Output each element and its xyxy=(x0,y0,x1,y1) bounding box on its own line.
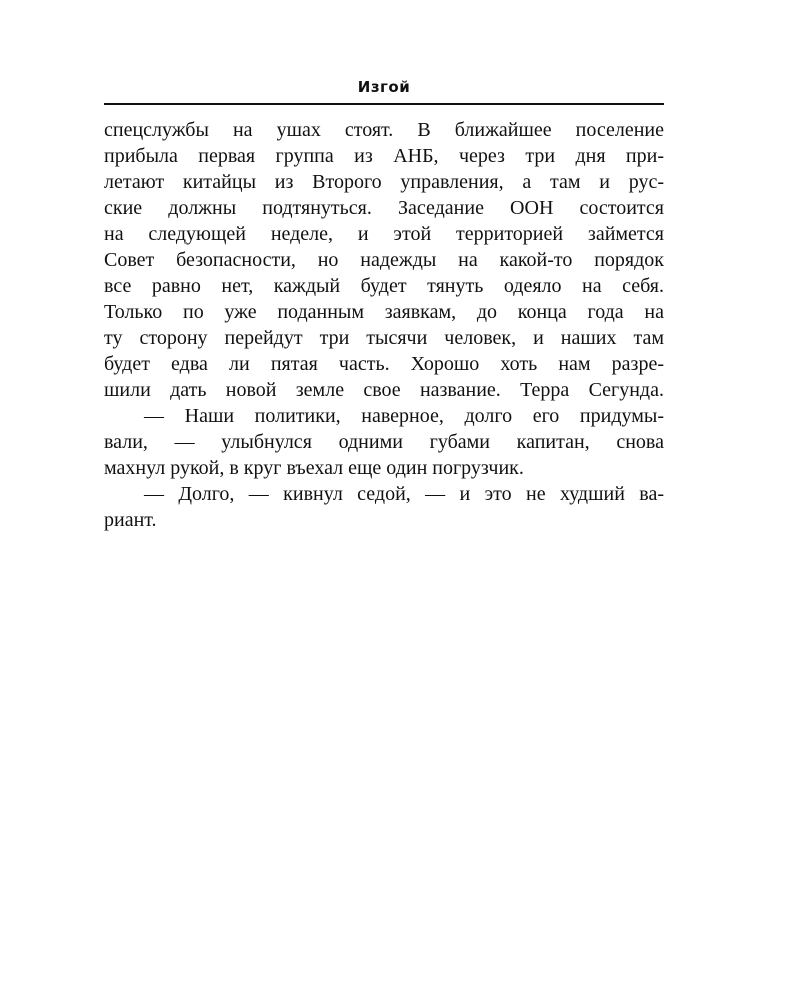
text-line: риант. xyxy=(104,509,157,531)
text-line: махнул рукой, в круг въехал еще один погрузчик. xyxy=(104,457,524,479)
body-text xyxy=(104,117,664,533)
text-line: — Наши политики, наверное, долго его придумы- xyxy=(144,405,664,427)
text-line: спецслужбы на ушах стоят. В ближайшее поселение xyxy=(104,119,664,141)
text-line: ту сторону перейдут три тысячи человек, и наших там xyxy=(104,327,664,349)
text-line: — Долго, — кивнул седой, — и это не худший ва- xyxy=(144,483,664,505)
text-line: ские должны подтянуться. Заседание ООН состоится xyxy=(104,197,664,219)
text-line: Совет безопасности, но надежды на какой-то порядок xyxy=(104,249,664,271)
text-line: вали, — улыбнулся одними губами капитан, снова xyxy=(104,431,664,453)
header-rule xyxy=(104,103,664,105)
text-line: Только по уже поданным заявкам, до конца года на xyxy=(104,301,664,323)
text-line: шили дать новой земле свое название. Терра Сегунда. xyxy=(104,379,664,401)
text-line: прибыла первая группа из АНБ, через три дня при- xyxy=(104,145,664,167)
running-title: Изгой xyxy=(357,78,411,96)
text-line: будет едва ли пятая часть. Хорошо хоть нам разре- xyxy=(104,353,664,375)
text-line: все равно нет, каждый будет тянуть одеяло на себя. xyxy=(104,275,664,297)
text-line: летают китайцы из Второго управления, а там и рус- xyxy=(104,171,664,193)
text-line: на следующей неделе, и этой территорией займется xyxy=(104,223,664,245)
